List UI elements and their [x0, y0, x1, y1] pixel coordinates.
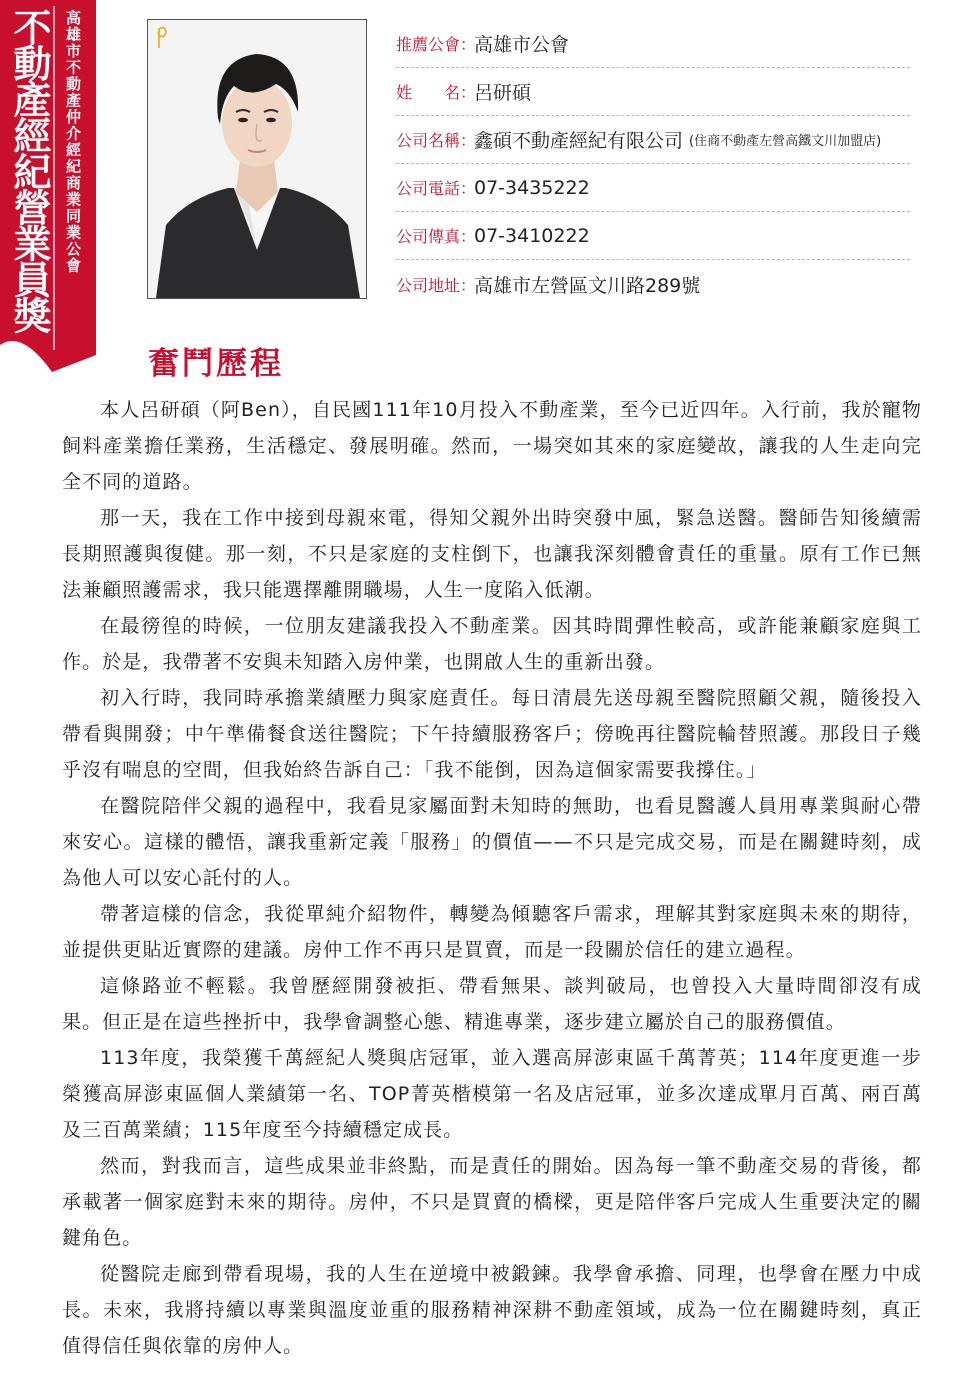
info-label: 公司電話：	[396, 179, 477, 198]
info-value: 呂研碩	[474, 82, 532, 104]
profile-info	[396, 20, 910, 308]
info-label: 姓 名：	[396, 83, 477, 102]
story-paragraph: 然而，對我而言，這些成果並非終點，而是責任的開始。因為每一筆不動產交易的背後，都承載著一個家庭對未來的期待。房仲，不只是買賣的橋樑，更是陪伴客戶完成人生重要決定的關鍵角色。	[62, 1155, 922, 1249]
info-value: 07-3435222	[474, 176, 590, 199]
info-label: 推薦公會：	[396, 35, 477, 54]
award-ribbon	[0, 0, 96, 372]
info-row-association	[396, 20, 910, 68]
info-row-address	[396, 260, 910, 308]
info-value: 07-3410222	[474, 224, 590, 247]
story-paragraph: 在醫院陪伴父親的過程中，我看見家屬面對未知時的無助，也看見醫護人員用專業與耐心帶來安心。這樣的體悟，讓我重新定義「服務」的價值——不只是完成交易，而是在關鍵時刻，成為他人可以安心託付的人。	[62, 795, 922, 889]
info-value: 高雄市左營區文川路289號	[474, 274, 701, 297]
info-row-phone	[396, 164, 910, 212]
story-paragraph: 帶著這樣的信念，我從單純介紹物件，轉變為傾聽客戶需求，理解其對家庭與未來的期待，並提供更貼近實際的建議。房仲工作不再只是買賣，而是一段關於信任的建立過程。	[62, 903, 922, 961]
story-body	[62, 392, 922, 1364]
story-paragraph: 那一天，我在工作中接到母親來電，得知父親外出時突發中風，緊急送醫。醫師告知後續需長期照護與復健。那一刻，不只是家庭的支柱倒下，也讓我深刻體會責任的重量。原有工作已無法兼顧照護需求，我只能選擇離開職場，人生一度陷入低潮。	[62, 507, 922, 601]
story-paragraph: 從醫院走廊到帶看現場，我的人生在逆境中被鍛鍊。我學會承擔、同理，也學會在壓力中成長。未來，我將持續以專業與溫度並重的服務精神深耕不動產領域，成為一位在關鍵時刻，真正值得信任與依靠的房仲人。	[62, 1263, 922, 1357]
story-paragraph: 在最徬徨的時候，一位朋友建議我投入不動產業。因其時間彈性較高，或許能兼顧家庭與工作。於是，我帶著不安與未知踏入房仲業，也開啟人生的重新出發。	[62, 615, 922, 673]
info-label: 公司名稱：	[396, 131, 477, 150]
info-value: 高雄市公會	[474, 34, 570, 56]
story-paragraph: 這條路並不輕鬆。我曾歷經開發被拒、帶看無果、談判破局，也曾投入大量時間卻沒有成果。但正是在這些挫折中，我學會調整心態、精進專業，逐步建立屬於自己的服務價值。	[62, 975, 922, 1033]
story-paragraph: 113年度，我榮獲千萬經紀人獎與店冠軍，並入選高屏澎東區千萬菁英；114年度更進一步榮獲高屏澎東區個人業績第一名、TOP菁英楷模第一名及店冠軍，並多次達成單月百萬、兩百萬及三百萬業績；115年度至今持續穩定成長。	[62, 1047, 922, 1141]
story-paragraph: 本人呂研碩（阿Ben），自民國111年10月投入不動產業，至今已近四年。入行前，我於寵物飼料產業擔任業務，生活穩定、發展明確。然而，一場突如其來的家庭變故，讓我的人生走向完全不同的道路。	[62, 399, 922, 493]
info-row-fax	[396, 212, 910, 260]
info-label: 公司地址：	[396, 275, 477, 295]
award-title: 不動產經紀營業員獎	[7, 8, 51, 332]
story-paragraph: 初入行時，我同時承擔業績壓力與家庭責任。每日清晨先送母親至醫院照顧父親，隨後投入帶看與開發；中午準備餐食送往醫院；下午持續服務客戶；傍晚再往醫院輪替照護。那段日子幾乎沒有喘息的空間，但我始終告訴自己：「我不能倒，因為這個家需要我撐住。」	[62, 687, 922, 781]
portrait-photo	[147, 19, 367, 299]
association-name: 高雄市不動產仲介經紀商業同業公會	[64, 10, 82, 274]
info-label: 公司傳真：	[396, 227, 477, 246]
section-title: 奮鬥歷程	[148, 346, 284, 382]
info-row-name	[396, 68, 910, 116]
branch-note: (住商不動產左營高鐵文川加盟店)	[689, 134, 882, 149]
info-row-company	[396, 116, 910, 164]
info-value: 鑫碩不動產經紀有限公司	[474, 130, 684, 152]
